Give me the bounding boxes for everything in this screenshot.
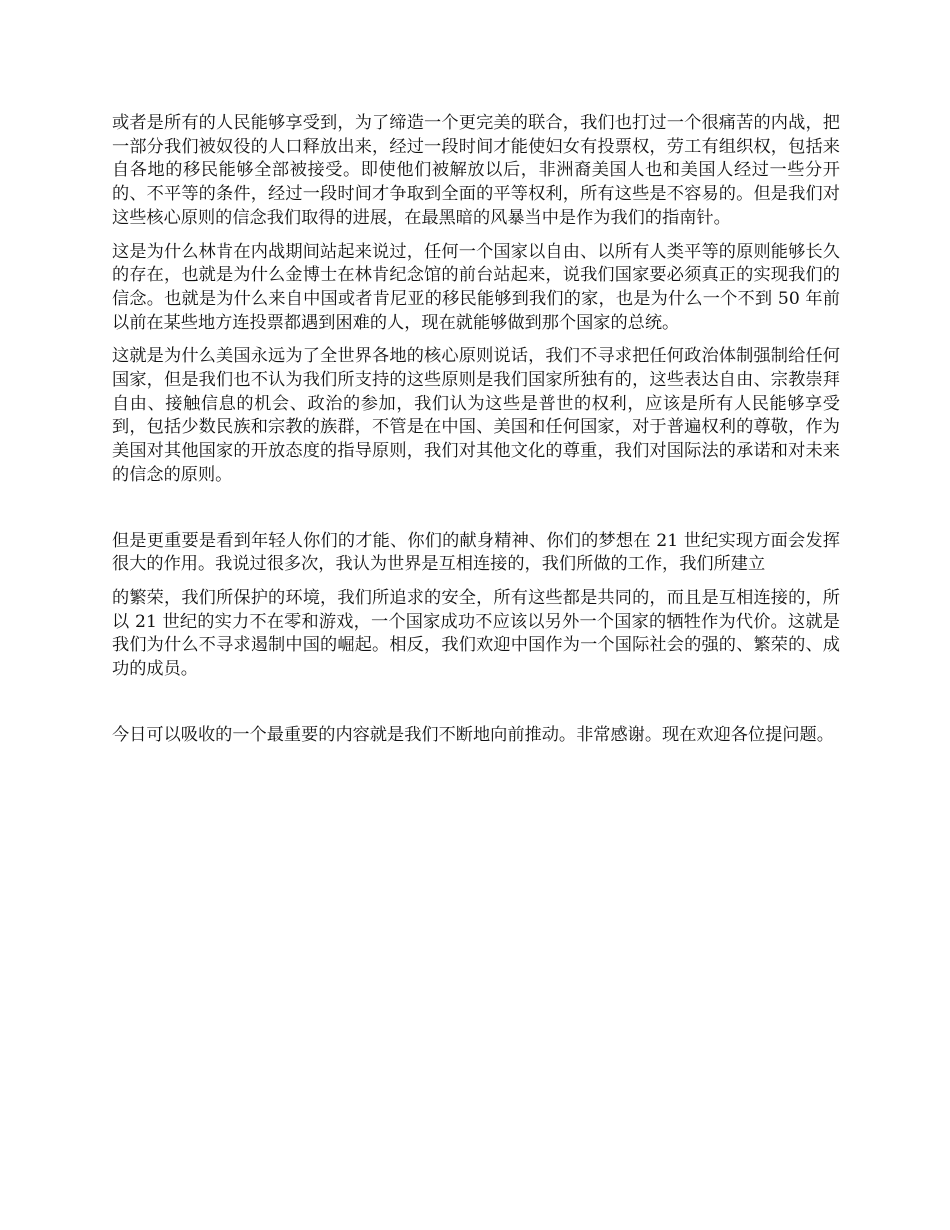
paragraph-6: 今日可以吸收的一个最重要的内容就是我们不断地向前推动。非常感谢。现在欢迎各位提问题。 <box>112 724 834 745</box>
paragraph-5: 的繁荣，我们所保护的环境，我们所追求的安全，所有这些都是共同的，而且是互相连接的，所以 21 世纪的实力不在零和游戏，一个国家成功不应该以另外一个国家的牺牲作为代价。这就是我们为什么不寻求遏制中国的崛起。相反，我们欢迎中国作为一个国际社会的强的、繁荣的、成功的成员。 <box>112 587 840 680</box>
document-body <box>112 112 840 757</box>
paragraph-1: 或者是所有的人民能够享受到，为了缔造一个更完美的联合，我们也打过一个很痛苦的内战，把一部分我们被奴役的人口释放出来，经过一段时间才能使妇女有投票权，劳工有组织权，包括来自各地的移民能够全部被接受。即使他们被解放以后，非洲裔美国人也和美国人经过一些分开的、不平等的条件，经过一段时间才争取到全面的平等权利，所有这些是不容易的。但是我们对这些核心原则的信念我们取得的进展，在最黑暗的风暴当中是作为我们的指南针。 <box>112 113 840 228</box>
paragraph-2: 这是为什么林肯在内战期间站起来说过，任何一个国家以自由、以所有人类平等的原则能够长久的存在，也就是为什么金博士在林肯纪念馆的前台站起来，说我们国家要必须真正的实现我们的信念。也就是为什么来自中国或者肯尼亚的移民能够到我们的家，也是为什么一个不到 50 年前以前在某些地方连投票都遇到困难的人，现在就能够做到那个国家的总统。 <box>112 241 840 333</box>
paragraph-3: 这就是为什么美国永远为了全世界各地的核心原则说话，我们不寻求把任何政治体制强制给任何国家，但是我们也不认为我们所支持的这些原则是我们国家所独有的，这些表达自由、宗教崇拜自由、接触信息的机会、政治的参加，我们认为这些是普世的权利，应该是所有人民能够享受到，包括少数民族和宗教的族群，不管是在中国、美国和任何国家，对于普遍权利的尊敬，作为美国对其他国家的开放态度的指导原则，我们对其他文化的尊重，我们对国际法的承诺和对未来的信念的原则。 <box>112 346 840 485</box>
paragraph-4: 但是更重要是看到年轻人你们的才能、你们的献身精神、你们的梦想在 21 世纪实现方面会发挥很大的作用。我说过很多次，我认为世界是互相连接的，我们所做的工作，我们所建立 <box>112 530 840 575</box>
